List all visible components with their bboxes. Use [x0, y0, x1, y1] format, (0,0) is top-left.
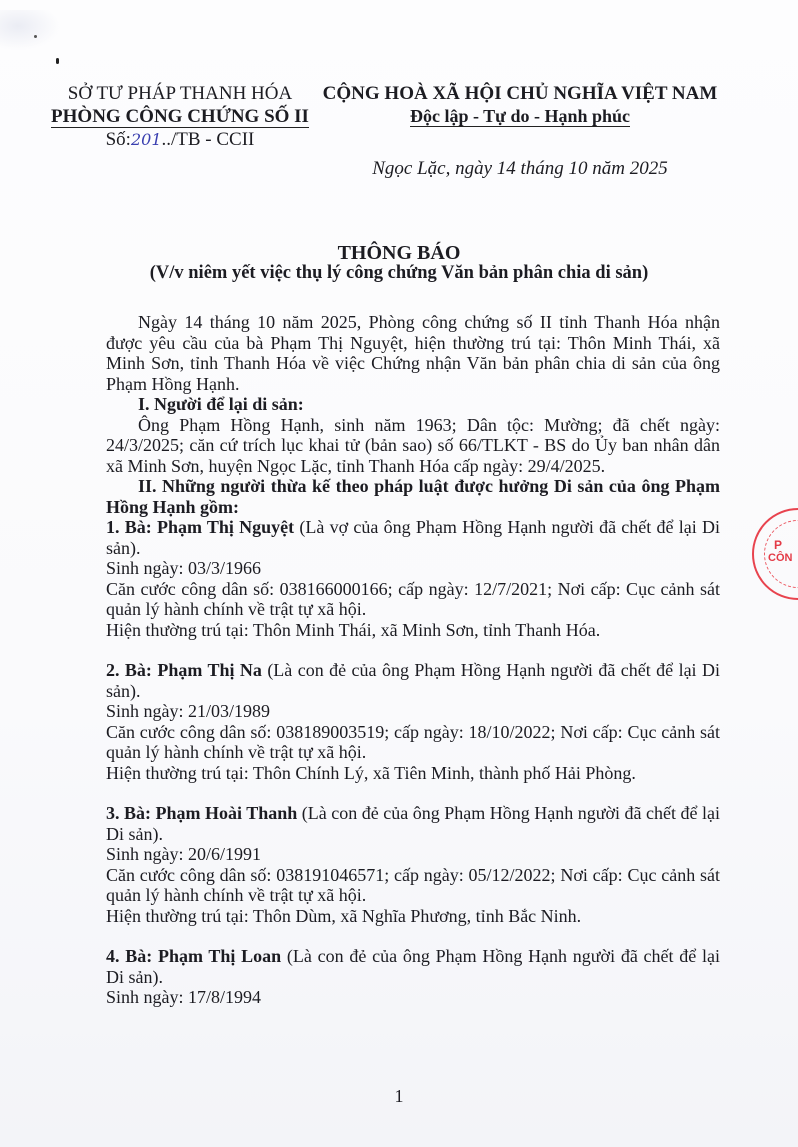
document-body	[106, 312, 720, 1008]
heir-name: 2. Bà: Phạm Thị Na	[106, 660, 262, 680]
number-prefix: Số:	[105, 129, 131, 150]
spacer	[106, 926, 720, 946]
heir-dob: Sinh ngày: 17/8/1994	[106, 987, 262, 1007]
issuer-office	[40, 105, 320, 128]
place-date: Ngọc Lặc, ngày 14 tháng 10 năm 2025	[372, 158, 668, 179]
heir-id: Căn cước công dân số: 038191046571; cấp ngày: 05/12/2022; Nơi cấp: Cục cảnh sát quản lý hành chính về trật tự xã hội.	[106, 864, 720, 905]
page-number: 1	[394, 1086, 404, 1106]
scan-mark	[34, 35, 37, 38]
issuer-org: SỞ TƯ PHÁP THANH HÓA	[67, 83, 293, 104]
motto-text: Độc lập - Tự do - Hạnh phúc	[409, 106, 631, 126]
heir-id: Căn cước công dân số: 038166000166; cấp ngày: 12/7/2021; Nơi cấp: Cục cảnh sát quản lý hành chính về trật tự xã hội.	[106, 578, 720, 619]
spacer	[106, 783, 720, 803]
heir-residence: Hiện thường trú tại: Thôn Minh Thái, xã Minh Sơn, tỉnh Thanh Hóa.	[106, 619, 601, 640]
heir-relation: (Là con đẻ của ông Phạm Hồng Hạnh người đã chết để lại Di sản).	[106, 946, 720, 987]
document-title: THÔNG BÁO	[337, 242, 461, 264]
heir-1	[106, 517, 720, 640]
heir-3	[106, 803, 720, 926]
national-header	[300, 82, 740, 128]
spacer	[106, 640, 720, 660]
section-2-heading: II. Những người thừa kế theo pháp luật được hưởng Di sản của ông Phạm Hồng Hạnh gồm:	[106, 476, 720, 517]
issuer-block	[40, 82, 320, 151]
heir-relation: (Là con đẻ của ông Phạm Hồng Hạnh người đã chết để lại Di sản).	[106, 803, 720, 844]
number-handwritten: 201	[130, 130, 162, 149]
seal-text: P	[774, 538, 783, 552]
seal-text: CÔN	[768, 552, 793, 564]
document-number	[40, 128, 320, 151]
heir-residence: Hiện thường trú tại: Thôn Chính Lý, xã Tiên Minh, thành phố Hải Phòng.	[106, 762, 636, 783]
heir-relation: (Là con đẻ của ông Phạm Hồng Hạnh người đã chết để lại Di sản).	[106, 660, 720, 701]
intro-paragraph: Ngày 14 tháng 10 năm 2025, Phòng công chứng số II tỉnh Thanh Hóa nhận được yêu cầu của bà Phạm Thị Nguyệt, hiện thường trú tại: Thôn Minh Thái, xã Minh Sơn, tỉnh Thanh Hóa về việc Chứng nhận Văn bản phân chia di sản của ông Phạm Hồng Hạnh.	[106, 312, 720, 394]
heir-relation: (Là vợ của ông Phạm Hồng Hạnh người đã chết để lại Di sản).	[106, 517, 720, 558]
heir-dob: Sinh ngày: 21/03/1989	[106, 701, 271, 721]
number-suffix: ../TB - CCII	[161, 129, 255, 150]
heir-4	[106, 946, 720, 1008]
official-seal	[752, 508, 798, 600]
scan-smudge	[0, 10, 60, 50]
document-subtitle: (V/v niêm yết việc thụ lý công chứng Văn bản phân chia di sản)	[149, 263, 649, 283]
scan-mark	[56, 58, 59, 64]
heir-dob: Sinh ngày: 20/6/1991	[106, 844, 262, 864]
national-motto	[300, 105, 740, 128]
heir-dob: Sinh ngày: 03/3/1966	[106, 558, 262, 578]
heir-name: 1. Bà: Phạm Thị Nguyệt	[106, 517, 295, 537]
heir-name: 4. Bà: Phạm Thị Loan	[106, 946, 282, 966]
heir-residence: Hiện thường trú tại: Thôn Dùm, xã Nghĩa Phương, tỉnh Bắc Ninh.	[106, 905, 582, 926]
heir-name: 3. Bà: Phạm Hoài Thanh	[106, 803, 298, 823]
section-1-text: Ông Phạm Hồng Hạnh, sinh năm 1963; Dân tộc: Mường; đã chết ngày: 24/3/2025; căn cứ trích lục khai tử (bản sao) số 66/TLKT - BS do Ủy ban nhân dân xã Minh Sơn, huyện Ngọc Lặc, tỉnh Thanh Hóa cấp ngày: 29/4/2025.	[106, 414, 720, 476]
heir-id: Căn cước công dân số: 038189003519; cấp ngày: 18/10/2022; Nơi cấp: Cục cảnh sát quản lý hành chính về trật tự xã hội.	[106, 721, 720, 762]
section-1-heading: I. Người để lại di sản:	[138, 394, 304, 414]
heir-2	[106, 660, 720, 783]
nation-name: CỘNG HOÀ XÃ HỘI CHỦ NGHĨA VIỆT NAM	[322, 83, 718, 104]
issuer-office-text: PHÒNG CÔNG CHỨNG SỐ II	[51, 106, 309, 127]
